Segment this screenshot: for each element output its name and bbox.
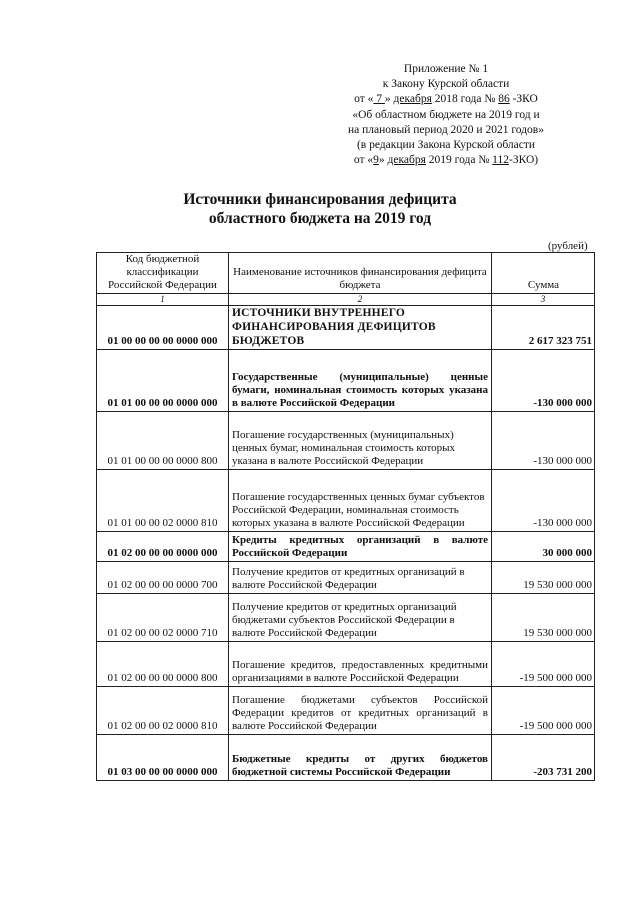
document-title: Источники финансирования дефицита областного бюджета на 2019 год xyxy=(183,191,457,227)
appendix-header xyxy=(296,62,596,168)
table-row: 01 02 00 00 02 0000 810 Погашение бюджетами субъектов Российской Федерации кредитов от кредитных организаций в валюте Российской Федерации -19 500 000 000 xyxy=(97,687,595,735)
table-row: 01 01 00 00 00 0000 800 Погашение государственных (муниципальных) ценных бумаг, номинальная стоимость которых указана в валюте Российской Федерации -130 000 000 xyxy=(97,412,595,470)
table-row: 01 02 00 00 02 0000 710 Получение кредитов от кредитных организаций бюджетами субъектов Российской Федерации в валюте Российской Федерации 19 530 000 000 xyxy=(97,594,595,642)
table-row: 01 02 00 00 00 0000 000 Кредиты кредитных организаций в валюте Российской Федерации 30 000 000 xyxy=(97,532,595,562)
table-row: 01 01 00 00 02 0000 810 Погашение государственных ценных бумаг субъектов Российской Федерации, номинальная стоимость которых указана в валюте Российской Федерации -130 000 000 xyxy=(97,470,595,532)
column-number-row: 1 2 3 xyxy=(97,294,595,306)
header-name: Наименование источников финансирования дефицита бюджета xyxy=(229,253,492,294)
law-title-line1: «Об областном бюджете на 2019 год и xyxy=(352,108,540,121)
law-reference: к Закону Курской области xyxy=(382,78,510,91)
table-row: 01 03 00 00 00 0000 000 Бюджетные кредиты от других бюджетов бюджетной системы Российской Федерации -203 731 200 xyxy=(97,735,595,781)
revision-note: (в редакции Закона Курской области xyxy=(356,139,536,152)
revision-date-line: от «9» декабря 2019 года № 112-ЗКО) xyxy=(353,154,539,167)
header-code: Код бюджетной классификации Российской Федерации xyxy=(97,253,229,294)
financing-sources-table xyxy=(96,252,595,781)
table-row: 01 02 00 00 00 0000 800 Погашение кредитов, предоставленных кредитными организациями в валюте Российской Федерации -19 500 000 000 xyxy=(97,642,595,687)
law-date-line: от « 7 » декабря 2018 года № 86 -ЗКО xyxy=(354,93,538,106)
table-row: 01 02 00 00 00 0000 700 Получение кредитов от кредитных организаций в валюте Российской Федерации 19 530 000 000 xyxy=(97,562,595,594)
appendix-number: Приложение № 1 xyxy=(403,63,489,75)
header-sum: Сумма xyxy=(492,253,595,294)
table-row: 01 00 00 00 00 0000 000 ИСТОЧНИКИ ВНУТРЕННЕГО ФИНАНСИРОВАНИЯ ДЕФИЦИТОВ БЮДЖЕТОВ 2 617 323 751 xyxy=(97,306,595,350)
table-row: 01 01 00 00 00 0000 000 Государственные (муниципальные) ценные бумаги, номинальная стоимость которых указана в валюте Российской Федерации -130 000 000 xyxy=(97,350,595,412)
table-header-row xyxy=(97,253,595,294)
law-title-line2: на плановый период 2020 и 2021 годов» xyxy=(348,123,544,136)
currency-unit: (рублей) xyxy=(548,240,588,252)
